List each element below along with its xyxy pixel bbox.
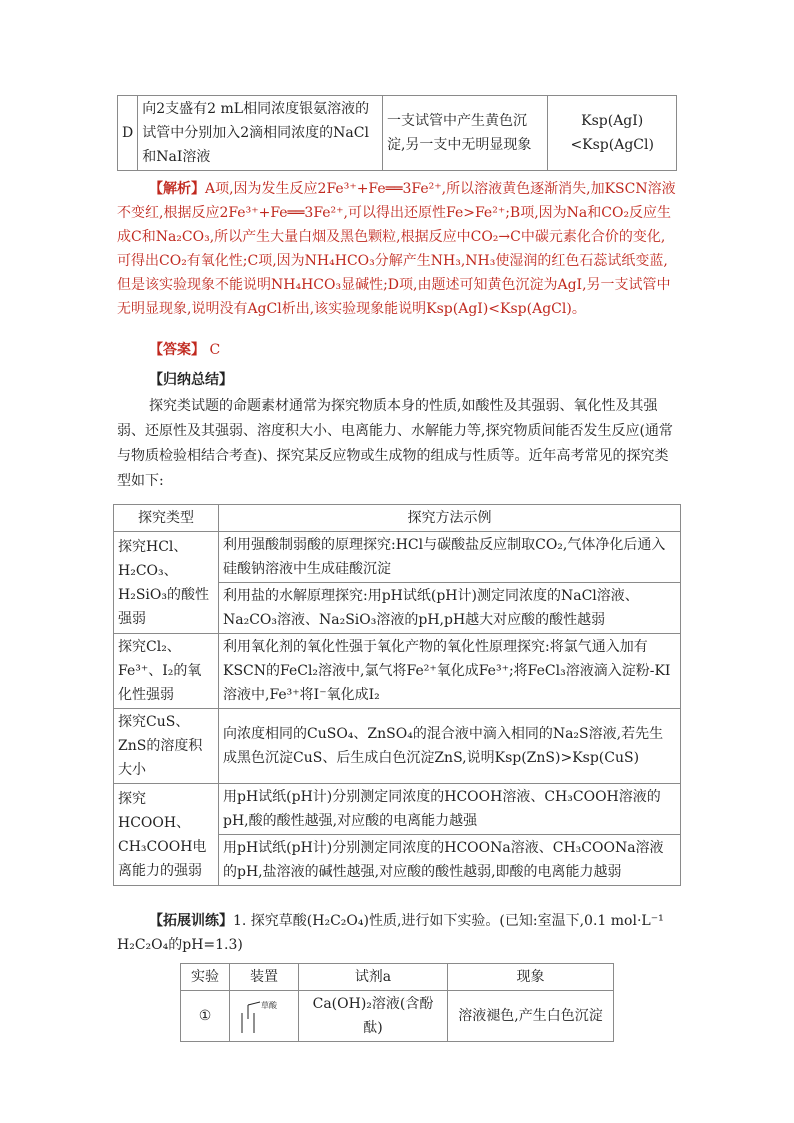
exercise-text: 1. 探究草酸(H₂C₂O₄)性质,进行如下实验。(已知:室温下,0.1 mol·L⁻¹ H₂C₂O₄的pH=1.3) <box>117 913 664 953</box>
type-oxidizing: 探究Cl₂、Fe³⁺、I₂的氧化性强弱 <box>114 634 219 709</box>
method-oxidizing: 利用氧化剂的氧化性强于氧化产物的氧化性原理探究:将氯气通入加有KSCN的FeCl₂溶液中,氯气将Fe²⁺氧化成Fe³⁺;将FeCl₃溶液滴入淀粉-KI溶液中,Fe³⁺将I⁻氧化成I₂ <box>219 634 681 709</box>
summary-paragraph: 探究类试题的命题素材通常为探究物质本身的性质,如酸性及其强弱、氧化性及其强弱、还原性及其强弱、溶度积大小、电离能力、水解能力等,探究物质间能否发生反应(通常与物质检验相结合考查)、探究某反应物或生成物的组成与性质等。近年高考常见的探究类型如下: <box>117 398 673 489</box>
test-tube-apparatus-icon <box>230 999 290 1033</box>
conclusion-cell: Ksp(AgI)<Ksp(AgCl) <box>548 96 677 171</box>
exp-header-reagent: 试剂a <box>299 964 448 991</box>
exercise-label: 【拓展训练】 <box>149 913 233 929</box>
analysis-text: A项,因为发生反应2Fe³⁺+Fe══3Fe²⁺,所以溶液黄色逐渐消失,加KSCN溶液不变红,根据反应2Fe³⁺+Fe══3Fe²⁺,可以得出还原性Fe>Fe²⁺;B项,因为Na和CO₂反应生成C和Na₂CO₃,所以产生大量白烟及黑色颗粒,根据反应中CO₂→C中碳元素化合价的变化,可得出CO₂有氧化性;C项,因为NH₄HCO₃分解产生NH₃,NH₃使湿润的红色石蕊试纸变蓝,但是该实验现象不能说明NH₄HCO₃显碱性;D项,由题述可知黄色沉淀为AgI,另一支试管中无明显现象,说明没有AgCl析出,该实验现象能说明Ksp(AgI)<Ksp(AgCl)。 <box>117 181 676 317</box>
type-ionization: 探究HCOOH、CH₃COOH电离能力的强弱 <box>114 784 219 886</box>
exp-device-cell <box>230 991 299 1042</box>
exploration-types-table <box>113 504 681 886</box>
header-method: 探究方法示例 <box>219 505 681 532</box>
phenomenon-cell: 一支试管中产生黄色沉淀,另一支中无明显现象 <box>382 96 547 171</box>
exp-header-phenomenon: 现象 <box>448 964 614 991</box>
device-label: 草酸 <box>261 1001 277 1010</box>
exp-row-reagent: Ca(OH)₂溶液(含酚酞) <box>299 991 448 1042</box>
summary-label: 【归纳总结】 <box>149 372 233 388</box>
experiment-table <box>180 963 614 1042</box>
method-ionization-1: 用pH试纸(pH计)分别测定同浓度的HCOOH溶液、CH₃COOH溶液的pH,酸的酸性越强,对应酸的电离能力越强 <box>219 784 681 835</box>
operation-cell: 向2支盛有2 mL相同浓度银氨溶液的试管中分别加入2滴相同浓度的NaCl和NaI溶液 <box>138 96 383 171</box>
method-ionization-2: 用pH试纸(pH计)分别测定同浓度的HCOONa溶液、CH₃COONa溶液的pH,盐溶液的碱性越强,对应酸的酸性越弱,即酸的电离能力越弱 <box>219 835 681 886</box>
exp-row-num: ① <box>181 991 230 1042</box>
exp-row-phenomenon: 溶液褪色,产生白色沉淀 <box>448 991 614 1042</box>
answer-line <box>149 338 669 362</box>
summary-heading <box>149 368 669 392</box>
exercise-paragraph <box>117 909 677 957</box>
exp-header-device: 装置 <box>230 964 299 991</box>
method-acid-2: 利用盐的水解原理探究:用pH试纸(pH计)测定同浓度的NaCl溶液、Na₂CO₃溶液、Na₂SiO₃溶液的pH,pH越大对应酸的酸性越弱 <box>219 583 681 634</box>
answer-value: C <box>209 342 221 358</box>
header-type: 探究类型 <box>114 505 219 532</box>
answer-label: 【答案】 <box>149 342 205 358</box>
type-ksp: 探究CuS、ZnS的溶度积大小 <box>114 709 219 784</box>
option-letter: D <box>118 96 138 171</box>
analysis-label: 【解析】 <box>149 181 205 197</box>
method-ksp: 向浓度相同的CuSO₄、ZnSO₄的混合液中滴入相同的Na₂S溶液,若先生成黑色沉淀CuS、后生成白色沉淀ZnS,说明Ksp(ZnS)>Ksp(CuS) <box>219 709 681 784</box>
analysis-paragraph <box>117 177 677 321</box>
exp-header-num: 实验 <box>181 964 230 991</box>
question-table-row-d <box>117 95 677 171</box>
type-acid-strength: 探究HCl、H₂CO₃、H₂SiO₃的酸性强弱 <box>114 532 219 634</box>
method-acid-1: 利用强酸制弱酸的原理探究:HCl与碳酸盐反应制取CO₂,气体净化后通入硅酸钠溶液中生成硅酸沉淀 <box>219 532 681 583</box>
